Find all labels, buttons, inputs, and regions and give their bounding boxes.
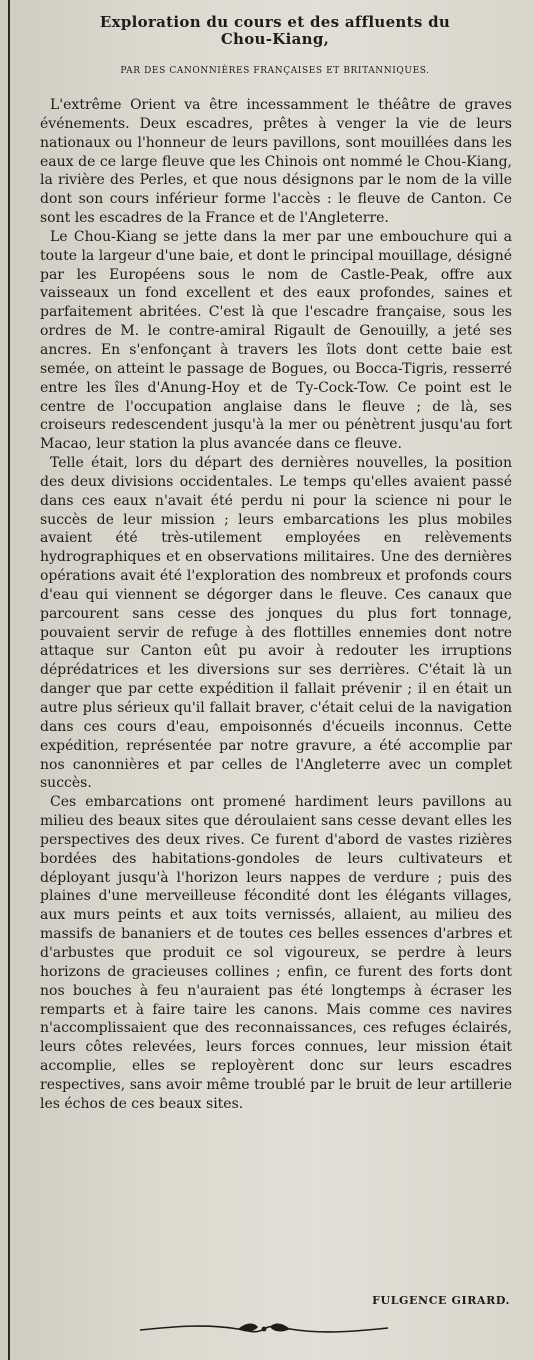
article-title — [40, 14, 510, 48]
paragraph-1: L'extrême Orient va être incessamment le théâtre de graves événements. Deux escadres, prêtes à venger la vie de leurs nationaux ou l'honneur de leurs pavillons, sont mouillées dans les eaux de ce large fleuve que les Chinois ont nommé le Chou-Kiang, la rivière des Perles, et que nous désignons par le nom de la ville dont son cours inférieur forme l'accès : le fleuve de Canton. Ce sont les escadres de la France et de l'Angleterre. — [40, 97, 512, 227]
title-line-1: Exploration du cours et des affluents du — [99, 13, 451, 31]
paragraph-3: Telle était, lors du départ des dernières nouvelles, la position des deux divisions occidentales. Le temps qu'elles avaient passé dans ces eaux n'avait été perdu ni pour la science ni pour le succès de leur mission ; leurs embarcations les plus mobiles avaient été très-utilement employées en relèvements hydrographiques et en observations militaires. Une des dernières opérations avait été l'exploration des nombreux et profonds cours d'eau qui viennent se dégorger dans le fleuve. Ces canaux que parcourent sans cesse des jonques du plus fort tonnage, pouvaient servir de refuge à des flottilles ennemies dont notre attaque sur Canton eût pu avoir à redouter les irruptions déprédatrices et les diversions sur ses derrières. C'était là un danger que par cette expédition il fallait prévenir ; il en était un autre plus sérieux qu'il fallait braver, c'était celui de la navigation dans ces cours d'eau, empoisonnés d'écueils inconnus. Cette expédition, représentée par notre gravure, a été accomplie par nos canonnières et par celles de l'Angleterre avec un complet succès. — [40, 455, 512, 792]
article-body — [40, 96, 512, 1114]
ornament-divider-icon — [138, 1318, 390, 1340]
column-rule — [8, 0, 10, 1360]
article-byline: PAR DES CANONNIÈRES FRANÇAISES ET BRITANNIQUES. — [120, 66, 430, 76]
author-signature: FULGENCE GIRARD. — [372, 1294, 510, 1307]
paragraph-2: Le Chou-Kiang se jette dans la mer par une embouchure qui a toute la largeur d'une baie, et dont le principal mouillage, désigné par les Européens sous le nom de Castle-Peak, offre aux vaisseaux un fond excellent et des eaux profondes, saines et parfaitement abritées. C'est là que l'escadre française, sous les ordres de M. le contre-amiral Rigault de Genouilly, a jeté ses ancres. En s'enfonçant à travers les îlots dont cette baie est semée, on atteint le passage de Bogues, ou Bocca-Tigris, resserré entre les îles d'Anung-Hoy et de Ty-Cock-Tow. Ce point est le centre de l'occupation anglaise dans le fleuve ; de là, ses croiseurs redescendent jusqu'à la mer ou pénètrent jusqu'au fort Macao, leur station la plus avancée dans ce fleuve. — [40, 228, 512, 453]
title-line-2: Chou-Kiang, — [220, 30, 330, 48]
paragraph-4: Ces embarcations ont promené hardiment leurs pavillons au milieu des beaux sites que déroulaient sans cesse devant elles les perspectives des deux rives. Ce furent d'abord de vastes rizières bordées des habitations-gondoles de leurs cultivateurs et déployant jusqu'à l'horizon leurs nappes de verdure ; puis des plaines d'une merveilleuse fécondité dont les élégants villages, aux murs peints et aux toits vernissés, allaient, au milieu des massifs de bananiers et de toutes ces belles essences d'arbres et d'arbustes que produit ce sol vigoureux, se perdre à leurs horizons de gracieuses collines ; enfin, ce furent des forts dont nos bouches à feu n'auraient pas été longtemps à écraser les remparts et à faire taire les canons. Mais comme ces navires n'accomplissaient que des reconnaissances, ces refuges éclairés, leurs côtes relevées, leurs forces connues, leur mission était accomplie, elles se reployèrent donc sur leurs escadres respectives, sans avoir même troublé par le bruit de leur artillerie les échos de ces beaux sites. — [40, 794, 512, 1112]
